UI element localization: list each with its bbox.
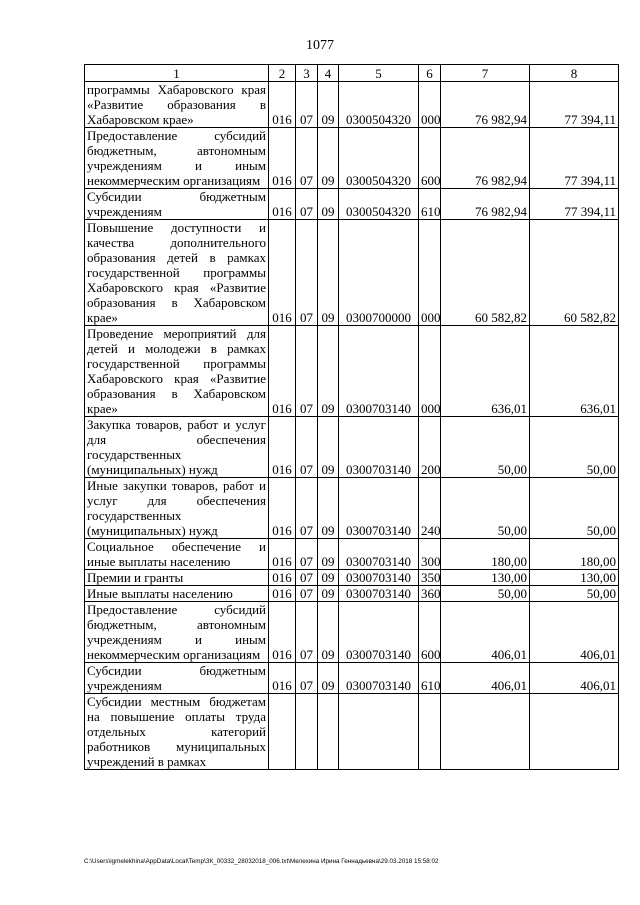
- table-row: [85, 417, 619, 478]
- amount-col7-cell: 130,00: [441, 570, 530, 586]
- expense-type-cell: 200: [419, 417, 441, 478]
- section-cell: 07: [296, 220, 318, 326]
- subsection-cell: 09: [318, 478, 339, 539]
- table-row: [85, 189, 619, 220]
- amount-col8-cell: 60 582,82: [530, 220, 619, 326]
- gov-code-cell: 016: [269, 586, 296, 602]
- amount-col8-cell: 406,01: [530, 602, 619, 663]
- gov-code-cell: 016: [269, 663, 296, 694]
- amount-col7-cell: 636,01: [441, 326, 530, 417]
- row-name-cell: Иные выплаты населению: [85, 586, 269, 602]
- expense-type-cell: 350: [419, 570, 441, 586]
- expense-type-cell: 610: [419, 663, 441, 694]
- table-row: [85, 694, 619, 770]
- header-cell: 7: [441, 65, 530, 82]
- gov-code-cell: 016: [269, 326, 296, 417]
- gov-code-cell: 016: [269, 417, 296, 478]
- gov-code-cell: 016: [269, 539, 296, 570]
- subsection-cell: 09: [318, 82, 339, 128]
- target-article-cell: 0300703140: [339, 570, 419, 586]
- header-cell: 6: [419, 65, 441, 82]
- expense-type-cell: 240: [419, 478, 441, 539]
- expense-type-cell: 000: [419, 82, 441, 128]
- row-name-cell: Повышение доступности и качества дополнительного образования детей в рамках государственной программы Хабаровского края «Развитие образования в Хабаровском крае»: [85, 220, 269, 326]
- subsection-cell: 09: [318, 602, 339, 663]
- page-number: 1077: [306, 38, 334, 53]
- gov-code-cell: 016: [269, 602, 296, 663]
- header-row: [85, 65, 619, 82]
- section-cell: 07: [296, 602, 318, 663]
- section-cell: 07: [296, 586, 318, 602]
- subsection-cell: 09: [318, 128, 339, 189]
- amount-col7-cell: 50,00: [441, 478, 530, 539]
- target-article-cell: 0300703140: [339, 326, 419, 417]
- target-article-cell: 0300703140: [339, 478, 419, 539]
- amount-col7-cell: 76 982,94: [441, 82, 530, 128]
- amount-col7-cell: 60 582,82: [441, 220, 530, 326]
- amount-col7-cell: 406,01: [441, 602, 530, 663]
- section-cell: 07: [296, 570, 318, 586]
- header-cell: 2: [269, 65, 296, 82]
- row-name-cell: Социальное обеспечение и иные выплаты населению: [85, 539, 269, 570]
- expense-type-cell: [419, 694, 441, 770]
- target-article-cell: 0300703140: [339, 417, 419, 478]
- expense-type-cell: 600: [419, 128, 441, 189]
- amount-col8-cell: 406,01: [530, 663, 619, 694]
- expense-type-cell: 600: [419, 602, 441, 663]
- gov-code-cell: 016: [269, 189, 296, 220]
- subsection-cell: 09: [318, 539, 339, 570]
- target-article-cell: 0300703140: [339, 539, 419, 570]
- amount-col7-cell: 50,00: [441, 417, 530, 478]
- amount-col8-cell: 77 394,11: [530, 82, 619, 128]
- row-name-cell: Проведение мероприятий для детей и молодежи в рамках государственной программы Хабаровского края «Развитие образования в Хабаровском крае»: [85, 326, 269, 417]
- row-name-cell: Субсидии бюджетным учреждениям: [85, 189, 269, 220]
- gov-code-cell: 016: [269, 570, 296, 586]
- amount-col7-cell: 76 982,94: [441, 189, 530, 220]
- section-cell: 07: [296, 326, 318, 417]
- section-cell: 07: [296, 82, 318, 128]
- target-article-cell: 0300700000: [339, 220, 419, 326]
- amount-col7-cell: 76 982,94: [441, 128, 530, 189]
- row-name-cell: Предоставление субсидий бюджетным, автономным учреждениям и иным некоммерческим организациям: [85, 128, 269, 189]
- subsection-cell: 09: [318, 570, 339, 586]
- row-name-cell: Закупка товаров, работ и услуг для обеспечения государственных (муниципальных) нужд: [85, 417, 269, 478]
- amount-col8-cell: 50,00: [530, 586, 619, 602]
- table-row: [85, 326, 619, 417]
- table-row: [85, 128, 619, 189]
- header-cell: 8: [530, 65, 619, 82]
- section-cell: 07: [296, 663, 318, 694]
- table-row: [85, 82, 619, 128]
- table-row: [85, 220, 619, 326]
- gov-code-cell: 016: [269, 478, 296, 539]
- subsection-cell: 09: [318, 417, 339, 478]
- target-article-cell: 0300504320: [339, 189, 419, 220]
- amount-col7-cell: [441, 694, 530, 770]
- table-row: [85, 539, 619, 570]
- header-cell: 4: [318, 65, 339, 82]
- expense-type-cell: 360: [419, 586, 441, 602]
- subsection-cell: 09: [318, 220, 339, 326]
- subsection-cell: 09: [318, 663, 339, 694]
- section-cell: 07: [296, 478, 318, 539]
- subsection-cell: [318, 694, 339, 770]
- table-row: [85, 663, 619, 694]
- amount-col8-cell: [530, 694, 619, 770]
- table-row: [85, 586, 619, 602]
- row-name-cell: Иные закупки товаров, работ и услуг для обеспечения государственных (муниципальных) нужд: [85, 478, 269, 539]
- expense-type-cell: 000: [419, 220, 441, 326]
- target-article-cell: 0300703140: [339, 602, 419, 663]
- target-article-cell: [339, 694, 419, 770]
- table-row: [85, 602, 619, 663]
- section-cell: 07: [296, 539, 318, 570]
- amount-col8-cell: 180,00: [530, 539, 619, 570]
- target-article-cell: 0300703140: [339, 663, 419, 694]
- amount-col7-cell: 50,00: [441, 586, 530, 602]
- header-cell: 1: [85, 65, 269, 82]
- subsection-cell: 09: [318, 189, 339, 220]
- budget-table: [84, 64, 619, 770]
- expense-type-cell: 300: [419, 539, 441, 570]
- section-cell: [296, 694, 318, 770]
- header-cell: 5: [339, 65, 419, 82]
- amount-col8-cell: 130,00: [530, 570, 619, 586]
- row-name-cell: программы Хабаровского края «Развитие образования в Хабаровском крае»: [85, 82, 269, 128]
- amount-col8-cell: 77 394,11: [530, 189, 619, 220]
- expense-type-cell: 610: [419, 189, 441, 220]
- row-name-cell: Субсидии местным бюджетам на повышение оплаты труда отдельных категорий работников муниципальных учреждений в рамках: [85, 694, 269, 770]
- row-name-cell: Предоставление субсидий бюджетным, автономным учреждениям и иным некоммерческим организациям: [85, 602, 269, 663]
- gov-code-cell: 016: [269, 82, 296, 128]
- subsection-cell: 09: [318, 586, 339, 602]
- amount-col7-cell: 180,00: [441, 539, 530, 570]
- target-article-cell: 0300703140: [339, 586, 419, 602]
- amount-col7-cell: 406,01: [441, 663, 530, 694]
- amount-col8-cell: 77 394,11: [530, 128, 619, 189]
- table-row: [85, 570, 619, 586]
- section-cell: 07: [296, 189, 318, 220]
- amount-col8-cell: 50,00: [530, 478, 619, 539]
- amount-col8-cell: 636,01: [530, 326, 619, 417]
- target-article-cell: 0300504320: [339, 82, 419, 128]
- gov-code-cell: 016: [269, 128, 296, 189]
- amount-col8-cell: 50,00: [530, 417, 619, 478]
- expense-type-cell: 000: [419, 326, 441, 417]
- table-row: [85, 478, 619, 539]
- row-name-cell: Субсидии бюджетным учреждениям: [85, 663, 269, 694]
- section-cell: 07: [296, 128, 318, 189]
- gov-code-cell: [269, 694, 296, 770]
- target-article-cell: 0300504320: [339, 128, 419, 189]
- footer-path: C:\Users\igmelekhina\AppData\Local\Temp\ЗК_00332_28032018_006.txt\Мелехина Ирина Геннадьевна\29.03.2018 15:58:02: [84, 858, 439, 865]
- subsection-cell: 09: [318, 326, 339, 417]
- header-cell: 3: [296, 65, 318, 82]
- section-cell: 07: [296, 417, 318, 478]
- gov-code-cell: 016: [269, 220, 296, 326]
- row-name-cell: Премии и гранты: [85, 570, 269, 586]
